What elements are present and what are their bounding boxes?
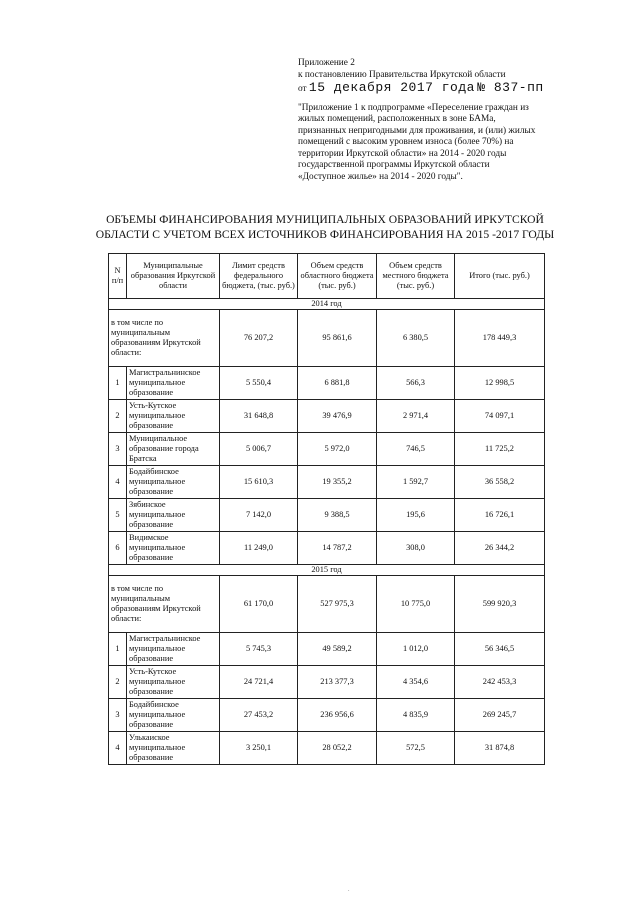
cell-total: 11 725,2	[455, 433, 545, 466]
cell-local: 572,5	[377, 732, 455, 765]
cell-regional: 213 377,3	[298, 666, 377, 699]
cell-local: 2 971,4	[377, 400, 455, 433]
cell-regional: 9 388,5	[298, 499, 377, 532]
cell-number: 2	[109, 400, 127, 433]
table-row	[109, 666, 545, 699]
cell-municipality: Видимское муниципальное образование	[127, 532, 220, 565]
page-mark: .	[348, 887, 350, 893]
cell-federal: 11 249,0	[220, 532, 298, 565]
subtotal-label: в том числе по муниципальным образованиям Иркутской области:	[109, 576, 220, 633]
cell-local: 308,0	[377, 532, 455, 565]
year-row	[109, 565, 545, 576]
appendix-header	[298, 58, 550, 183]
table-row	[109, 433, 545, 466]
cell-total: 56 346,5	[455, 633, 545, 666]
decree-date-number	[298, 82, 550, 96]
cell-local: 746,5	[377, 433, 455, 466]
cell-total: 178 449,3	[455, 310, 545, 367]
cell-federal: 5 550,4	[220, 367, 298, 400]
table-row	[109, 732, 545, 765]
appendix-quote	[298, 103, 550, 184]
table-row	[109, 699, 545, 732]
cell-municipality: Бодайбинское муниципальное образование	[127, 466, 220, 499]
cell-federal: 7 142,0	[220, 499, 298, 532]
cell-regional: 6 881,8	[298, 367, 377, 400]
cell-total: 36 558,2	[455, 466, 545, 499]
cell-federal: 76 207,2	[220, 310, 298, 367]
cell-federal: 27 453,2	[220, 699, 298, 732]
from-label: от	[298, 84, 307, 94]
table-row	[109, 633, 545, 666]
cell-number: 6	[109, 532, 127, 565]
cell-regional: 236 956,6	[298, 699, 377, 732]
table-row	[109, 499, 545, 532]
year-label: 2015 год	[109, 565, 545, 576]
title-line: ОБЛАСТИ С УЧЕТОМ ВСЕХ ИСТОЧНИКОВ ФИНАНСИРОВАНИЯ НА 2015 -2017 ГОДЫ	[95, 228, 555, 241]
cell-total: 74 097,1	[455, 400, 545, 433]
appendix-label: Приложение 2	[298, 58, 355, 68]
col-header-federal: Лимит средств федерального бюджета, (тыс. руб.)	[220, 254, 298, 299]
cell-regional: 14 787,2	[298, 532, 377, 565]
subtotal-row	[109, 576, 545, 633]
cell-federal: 5 006,7	[220, 433, 298, 466]
col-header-local: Объем средств местного бюджета (тыс. руб.)	[377, 254, 455, 299]
cell-regional: 5 972,0	[298, 433, 377, 466]
decree-number: № 837-пп	[477, 80, 544, 95]
cell-regional: 39 476,9	[298, 400, 377, 433]
cell-local: 195,6	[377, 499, 455, 532]
cell-municipality: Улькаиское муниципальное образование	[127, 732, 220, 765]
title-line: ОБЪЕМЫ ФИНАНСИРОВАНИЯ МУНИЦИПАЛЬНЫХ ОБРАЗОВАНИЙ ИРКУТСКОЙ	[106, 213, 544, 226]
cell-total: 16 726,1	[455, 499, 545, 532]
cell-total: 12 998,5	[455, 367, 545, 400]
decree-date: 15 декабря 2017 года	[308, 80, 475, 95]
cell-number: 4	[109, 466, 127, 499]
cell-municipality: Бодайбинское муниципальное образование	[127, 699, 220, 732]
year-label: 2014 год	[109, 299, 545, 310]
cell-number: 2	[109, 666, 127, 699]
col-header-total: Итого (тыс. руб.)	[455, 254, 545, 299]
col-header-number: N п/п	[109, 254, 127, 299]
cell-municipality: Муниципальное образование города Братска	[127, 433, 220, 466]
cell-regional: 49 589,2	[298, 633, 377, 666]
col-header-regional: Объем средств областного бюджета (тыс. руб.)	[298, 254, 377, 299]
cell-federal: 5 745,3	[220, 633, 298, 666]
year-row	[109, 299, 545, 310]
cell-local: 566,3	[377, 367, 455, 400]
cell-local: 4 354,6	[377, 666, 455, 699]
cell-number: 1	[109, 367, 127, 400]
decree-reference: к постановлению Правительства Иркутской области	[298, 69, 506, 80]
cell-number: 1	[109, 633, 127, 666]
subtotal-row	[109, 310, 545, 367]
table-row	[109, 367, 545, 400]
cell-municipality: Магистральнинское муниципальное образование	[127, 633, 220, 666]
quote-line: «Доступное жилье» на 2014 - 2020 годы".	[298, 171, 463, 182]
cell-local: 10 775,0	[377, 576, 455, 633]
cell-federal: 61 170,0	[220, 576, 298, 633]
document-title	[60, 212, 590, 242]
cell-total: 599 920,3	[455, 576, 545, 633]
table-row	[109, 400, 545, 433]
cell-federal: 3 250,1	[220, 732, 298, 765]
quote-line: государственной программы Иркутской области	[298, 160, 490, 170]
table-header-row	[109, 254, 545, 299]
cell-municipality: Зябинское муниципальное образование	[127, 499, 220, 532]
quote-line: "Приложение 1 к подпрограмме «Переселение граждан из	[298, 102, 529, 113]
cell-number: 3	[109, 699, 127, 732]
quote-line: помещений с высоким уровнем износа (более 70%) на	[298, 137, 514, 147]
quote-line: жилых помещений, расположенных в зоне БАМа,	[298, 114, 496, 124]
cell-municipality: Усть-Кутское муниципальное образование	[127, 400, 220, 433]
cell-total: 242 453,3	[455, 666, 545, 699]
cell-federal: 31 648,8	[220, 400, 298, 433]
cell-regional: 28 052,2	[298, 732, 377, 765]
cell-local: 1 592,7	[377, 466, 455, 499]
cell-local: 4 835,9	[377, 699, 455, 732]
table-row	[109, 532, 545, 565]
cell-municipality: Усть-Кутское муниципальное образование	[127, 666, 220, 699]
cell-local: 6 380,5	[377, 310, 455, 367]
quote-line: признанных непригодными для проживания, и (или) жилых	[298, 125, 536, 136]
cell-federal: 15 610,3	[220, 466, 298, 499]
cell-local: 1 012,0	[377, 633, 455, 666]
cell-number: 4	[109, 732, 127, 765]
col-header-municipality: Муниципальные образования Иркутской области	[127, 254, 220, 299]
quote-line: территории Иркутской области» на 2014 - 2020 годы	[298, 148, 507, 159]
cell-total: 269 245,7	[455, 699, 545, 732]
cell-federal: 24 721,4	[220, 666, 298, 699]
cell-regional: 19 355,2	[298, 466, 377, 499]
table-row	[109, 466, 545, 499]
cell-total: 26 344,2	[455, 532, 545, 565]
cell-regional: 95 861,6	[298, 310, 377, 367]
cell-number: 5	[109, 499, 127, 532]
cell-municipality: Магистральнинское муниципальное образование	[127, 367, 220, 400]
cell-regional: 527 975,3	[298, 576, 377, 633]
cell-number: 3	[109, 433, 127, 466]
financing-table	[108, 253, 545, 765]
subtotal-label: в том числе по муниципальным образованиям Иркутской области:	[109, 310, 220, 367]
cell-total: 31 874,8	[455, 732, 545, 765]
